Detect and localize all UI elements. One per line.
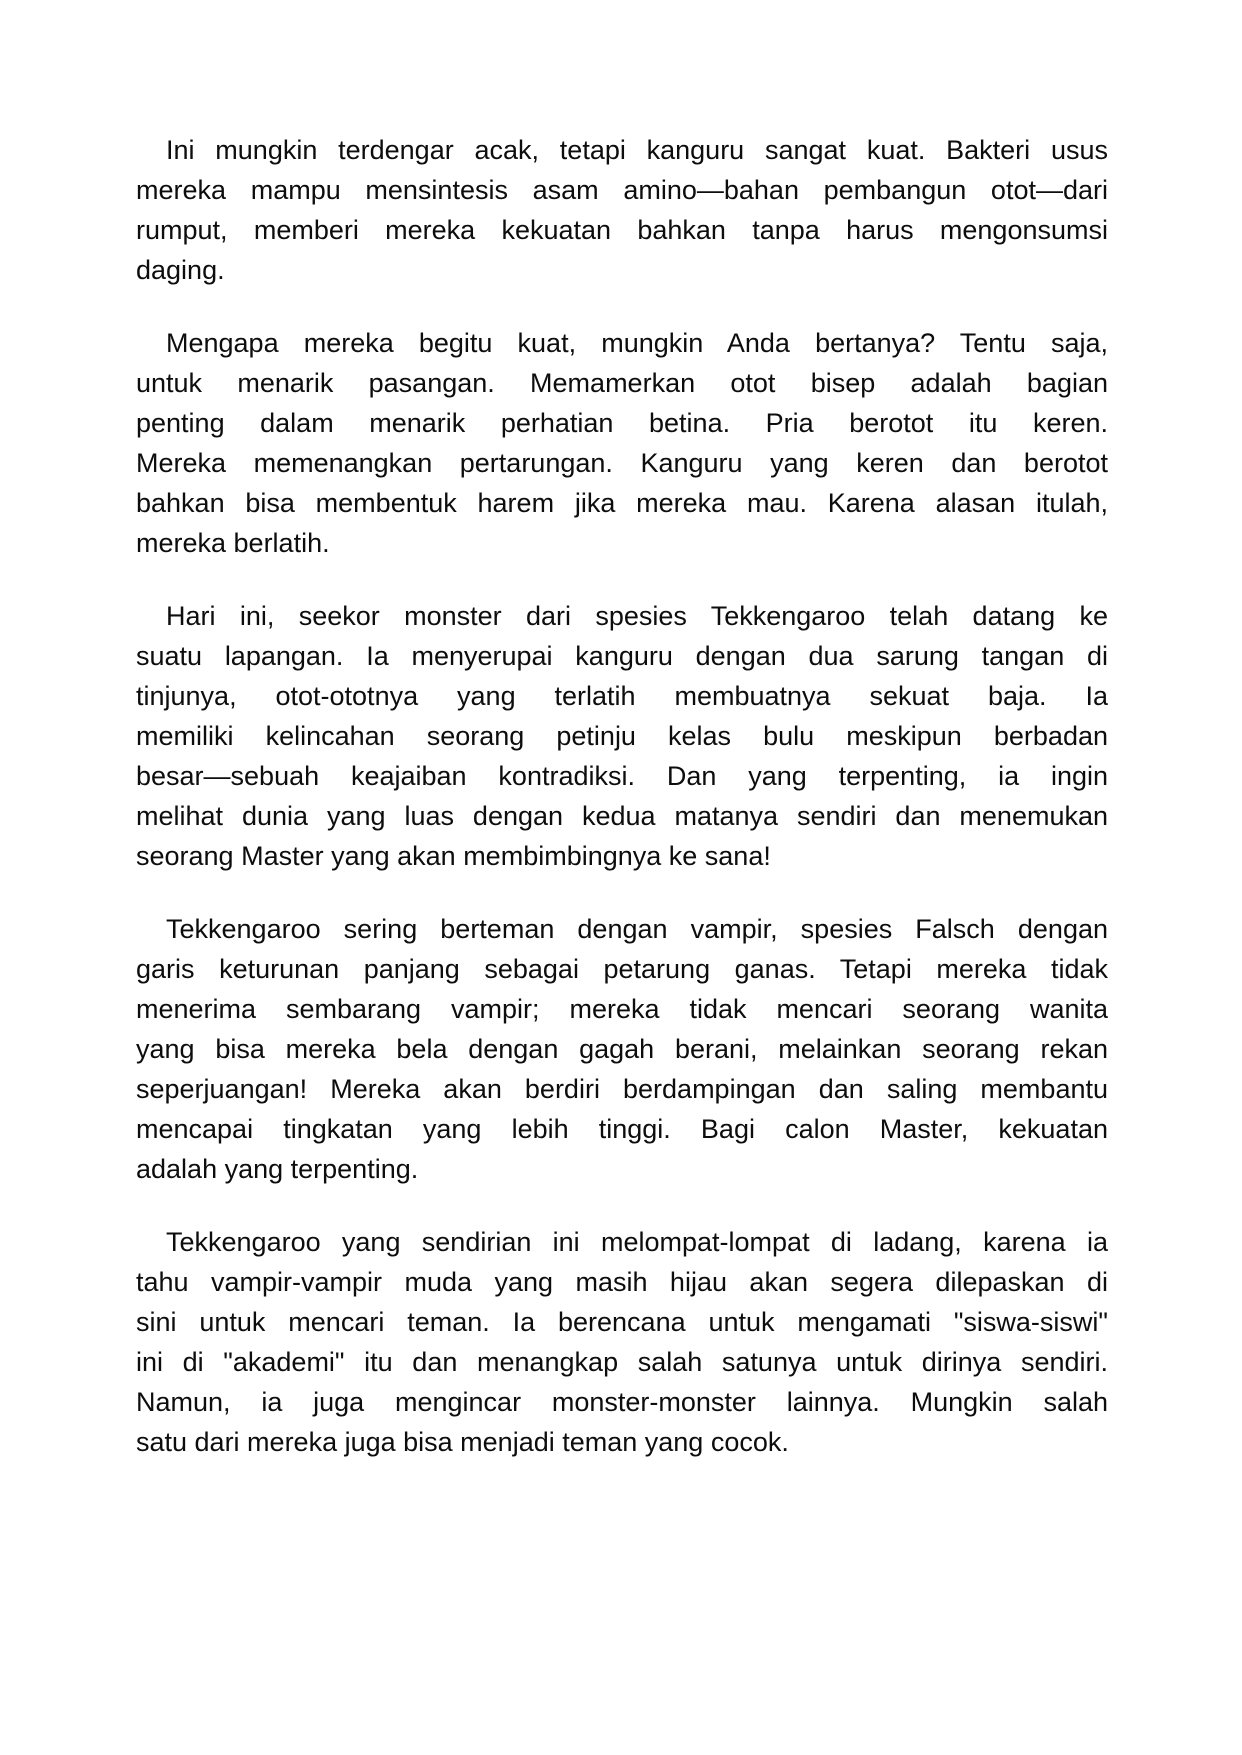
text-line: Tekkengaroo yang sendirian ini melompat-lompat di ladang, karena ia [166, 1227, 1108, 1257]
text-line: Tekkengaroo sering berteman dengan vampir, spesies Falsch dengan [166, 914, 1108, 944]
text-line: memiliki kelincahan seorang petinju kelas bulu meskipun berbadan [136, 721, 1108, 751]
text-line: untuk menarik pasangan. Memamerkan otot bisep adalah bagian [136, 368, 1108, 398]
text-line: mencapai tingkatan yang lebih tinggi. Bagi calon Master, kekuatan [136, 1114, 1108, 1144]
paragraph [136, 130, 1108, 290]
text-line: melihat dunia yang luas dengan kedua matanya sendiri dan menemukan [136, 801, 1108, 831]
text-line: Ini mungkin terdengar acak, tetapi kanguru sangat kuat. Bakteri usus [166, 135, 1108, 165]
text-line: satu dari mereka juga bisa menjadi teman yang cocok. [136, 1427, 789, 1457]
paragraph [136, 1222, 1108, 1462]
paragraph [136, 323, 1108, 563]
text-line: besar—sebuah keajaiban kontradiksi. Dan yang terpenting, ia ingin [136, 761, 1108, 791]
text-line: Namun, ia juga mengincar monster-monster lainnya. Mungkin salah [136, 1387, 1108, 1417]
text-line: Mereka memenangkan pertarungan. Kanguru yang keren dan berotot [136, 448, 1108, 478]
text-line: daging. [136, 255, 225, 285]
text-line: rumput, memberi mereka kekuatan bahkan tanpa harus mengonsumsi [136, 215, 1108, 245]
text-line: seorang Master yang akan membimbingnya ke sana! [136, 841, 771, 871]
text-line: sini untuk mencari teman. Ia berencana untuk mengamati "siswa-siswi" [136, 1307, 1108, 1337]
text-line: seperjuangan! Mereka akan berdiri berdampingan dan saling membantu [136, 1074, 1108, 1104]
text-line: mereka berlatih. [136, 528, 330, 558]
text-line: tahu vampir-vampir muda yang masih hijau akan segera dilepaskan di [136, 1267, 1108, 1297]
paragraph [136, 596, 1108, 876]
text-line: ini di "akademi" itu dan menangkap salah satunya untuk dirinya sendiri. [136, 1347, 1108, 1377]
text-line: adalah yang terpenting. [136, 1154, 419, 1184]
text-line: mereka mampu mensintesis asam amino—bahan pembangun otot—dari [136, 175, 1108, 205]
text-line: Hari ini, seekor monster dari spesies Tekkengaroo telah datang ke [166, 601, 1108, 631]
text-line: Mengapa mereka begitu kuat, mungkin Anda bertanya? Tentu saja, [166, 328, 1108, 358]
paragraph [136, 909, 1108, 1189]
text-line: tinjunya, otot-ototnya yang terlatih membuatnya sekuat baja. Ia [136, 681, 1108, 711]
text-line: suatu lapangan. Ia menyerupai kanguru dengan dua sarung tangan di [136, 641, 1108, 671]
text-line: menerima sembarang vampir; mereka tidak mencari seorang wanita [136, 994, 1108, 1024]
text-line: yang bisa mereka bela dengan gagah berani, melainkan seorang rekan [136, 1034, 1108, 1064]
body-text [136, 130, 1108, 1495]
text-line: penting dalam menarik perhatian betina. Pria berotot itu keren. [136, 408, 1108, 438]
text-line: garis keturunan panjang sebagai petarung ganas. Tetapi mereka tidak [136, 954, 1108, 984]
text-line: bahkan bisa membentuk harem jika mereka mau. Karena alasan itulah, [136, 488, 1108, 518]
